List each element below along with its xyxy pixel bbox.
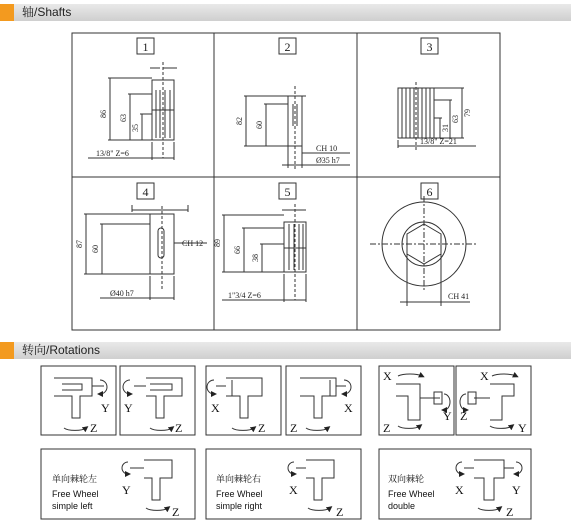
shaft-2-ch: CH 10 xyxy=(316,144,338,153)
shaft-2-dim-82: 82 xyxy=(235,117,244,125)
shaft-number-2: 2 xyxy=(284,40,291,54)
free-wheel-right-en1: Free Wheel xyxy=(216,489,263,499)
axis-label: Z xyxy=(290,421,298,435)
shaft-1-dim-63: 63 xyxy=(119,114,128,122)
shaft-3-dim-63: 63 xyxy=(451,115,460,123)
shaft-2-dim-60: 60 xyxy=(255,121,264,129)
axis-label: X xyxy=(289,483,298,497)
axis-label: Z xyxy=(460,409,468,423)
free-wheel-right-cn: 单向棘轮右 xyxy=(216,474,262,484)
axis-label: X xyxy=(211,401,220,415)
free-wheel-left-en1: Free Wheel xyxy=(52,489,99,499)
rotations-section-title: 转向/Rotations xyxy=(22,343,101,357)
axis-label: Z xyxy=(258,421,266,435)
axis-label: Z xyxy=(336,505,344,519)
free-wheel-double-en1: Free Wheel xyxy=(388,489,435,499)
axis-label: Y xyxy=(101,401,110,415)
shaft-5-dim-89: 89 xyxy=(213,239,222,247)
shaft-1-spline: 13/8" Z=6 xyxy=(96,149,129,158)
shaft-number-3: 3 xyxy=(426,40,433,54)
shaft-4-dim-60: 60 xyxy=(91,245,100,253)
shaft-number-1: 1 xyxy=(142,40,149,54)
free-wheel-double-en2: double xyxy=(388,501,416,511)
shaft-2-diameter: Ø35 h7 xyxy=(316,156,340,165)
shafts-section-title: 轴/Shafts xyxy=(22,5,72,19)
shaft-4-ch: CH 12 xyxy=(182,239,204,248)
axis-label: X xyxy=(455,483,464,497)
axis-label: X xyxy=(480,369,489,383)
axis-label: Y xyxy=(443,409,452,423)
shaft-5-dim-66: 66 xyxy=(233,246,242,254)
shaft-3-dim-31: 31 xyxy=(441,124,450,132)
shaft-number-5: 5 xyxy=(284,185,291,199)
shaft-1-dim-86: 86 xyxy=(99,110,108,118)
shaft-number-6: 6 xyxy=(426,185,433,199)
axis-label: X xyxy=(383,369,392,383)
free-wheel-left-en2: simple left xyxy=(52,501,93,511)
free-wheel-left-cn: 单向棘轮左 xyxy=(52,474,98,484)
shaft-3-dim-79: 79 xyxy=(463,109,472,117)
shaft-5-dim-38: 38 xyxy=(251,254,260,262)
shaft-4-diameter: Ø40 h7 xyxy=(110,289,134,298)
shaft-1-dim-35: 35 xyxy=(131,124,140,132)
free-wheel-right-en2: simple right xyxy=(216,501,263,511)
axis-label: Y xyxy=(122,483,131,497)
shaft-6-ch: CH 41 xyxy=(448,292,470,301)
axis-label: Z xyxy=(175,421,183,435)
axis-label: Y xyxy=(518,421,527,435)
axis-label: Y xyxy=(512,483,521,497)
shaft-number-4: 4 xyxy=(142,185,149,199)
gearbox-icon xyxy=(54,378,107,430)
axis-label: Z xyxy=(90,421,98,435)
shaft-3-spline: 13/8" Z=21 xyxy=(420,137,457,146)
gearbox-icon xyxy=(396,374,450,428)
axis-label: Z xyxy=(383,421,391,435)
axis-label: X xyxy=(344,401,353,415)
axis-label: Z xyxy=(172,505,180,519)
free-wheel-double-cn: 双向棘轮 xyxy=(388,474,425,484)
shaft-5-spline: 1"3/4 Z=6 xyxy=(228,291,261,300)
shaft-4-dim-87: 87 xyxy=(75,240,84,248)
axis-label: Z xyxy=(506,505,514,519)
axis-label: Y xyxy=(124,401,133,415)
